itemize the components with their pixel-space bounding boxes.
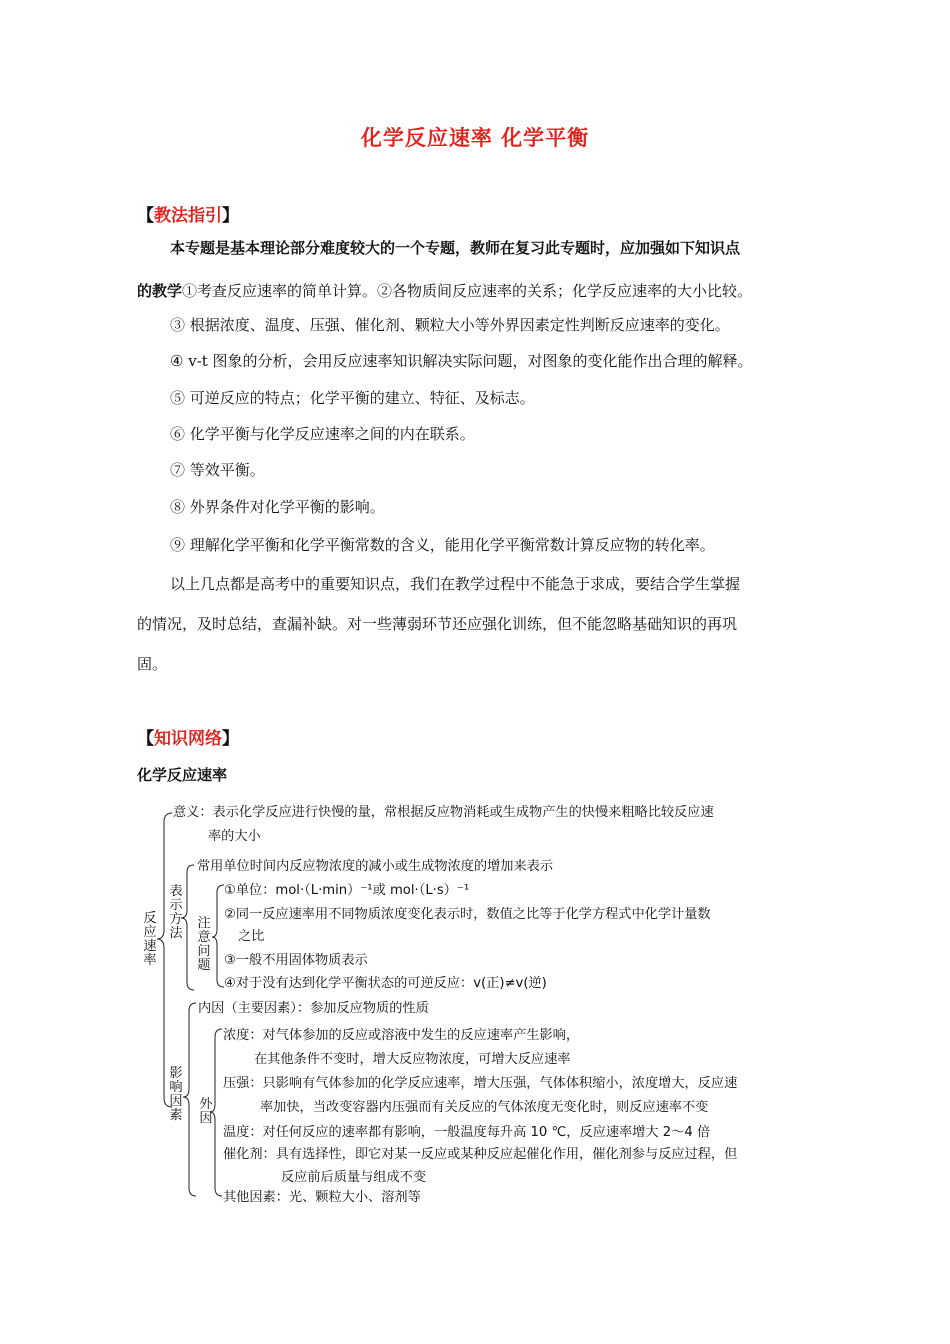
network-external-item: 浓度：对气体参加的反应或溶液中发生的反应速率产生影响， [223, 1028, 580, 1043]
bracket-close: 】 [222, 206, 239, 226]
guide-item: ⑤ 可逆反应的特点；化学平衡的建立、特征、及标志。 [170, 389, 535, 407]
network-external-item: 其他因素：光、颗粒大小、溶剂等 [223, 1190, 421, 1205]
network-note: ②同一反应速率用不同物质浓度变化表示时，数值之比等于化学方程式中化学计量数 [224, 907, 711, 922]
guide-item: ⑦ 等效平衡。 [170, 461, 265, 479]
guide-item: ③ 根据浓度、温度、压强、催化剂、颗粒大小等外界因素定性判断反应速率的变化。 [170, 316, 730, 334]
guide-intro: 本专题是基本理论部分难度较大的一个专题，教师在复习此专题时，应加强如下知识点 [170, 239, 741, 257]
network-external-item: 压强：只影响有气体参加的化学反应速率，增大压强，气体体积缩小，浓度增大，反应速 [223, 1076, 738, 1091]
guide-item: ⑨ 理解化学平衡和化学平衡常数的含义，能用化学平衡常数计算反应物的转化率。 [170, 536, 715, 554]
network-note: ④对于没有达到化学平衡状态的可逆反应：v(正)≠v(逆) [224, 976, 547, 991]
network-internal: 内因（主要因素）：参加反应物质的性质 [198, 1001, 429, 1016]
bracket-open: 【 [137, 206, 154, 226]
network-note: ①单位：mol·（L·min）⁻¹或 mol·（L·s）⁻¹ [224, 883, 470, 898]
page-title: 化学反应速率 化学平衡 [360, 126, 590, 150]
network-root-label: 反应速率 [143, 911, 157, 968]
bracket-open: 【 [137, 729, 154, 749]
network-external-cont: 率加快，当改变容器内压强而有关反应的气体浓度无变化时，则反应速率不变 [260, 1100, 709, 1115]
network-external-cont: 在其他条件不变时，增大反应物浓度，可增大反应速率 [254, 1052, 571, 1067]
network-note: ③一般不用固体物质表示 [224, 953, 368, 968]
section-heading-network-text: 知识网络 [154, 729, 222, 749]
guide-summary-line: 的情况，及时总结，查漏补缺。对一些薄弱环节还应强化训练，但不能忽略基础知识的再巩 [137, 615, 738, 633]
network-note-cont: 之比 [238, 929, 265, 944]
network-external-label: 外因 [199, 1097, 213, 1126]
guide-summary-line: 固。 [137, 655, 168, 673]
network-meaning: 意义：表示化学反应进行快慢的量，常根据反应物消耗或生成物产生的快慢来粗略比较反应速 [173, 805, 714, 820]
guide-item: ⑥ 化学平衡与化学反应速率之间的内在联系。 [170, 425, 475, 443]
guide-line-2-rest: ①考查反应速率的简单计算。②各物质间反应速率的关系；化学反应速率的大小比较。 [182, 282, 753, 300]
guide-item: ④ v-t 图象的分析，会用反应速率知识解决实际问题，对图象的变化能作出合理的解释。 [170, 352, 753, 370]
section-heading-guide-text: 教法指引 [154, 206, 222, 226]
network-factors-label: 影响因素 [169, 1066, 183, 1123]
guide-item: ⑧ 外界条件对化学平衡的影响。 [170, 498, 385, 516]
guide-summary-line: 以上几点都是高考中的重要知识点，我们在教学过程中不能急于求成，要结合学生掌握 [170, 575, 741, 593]
network-external-item: 催化剂：具有选择性，即它对某一反应或某种反应起催化作用，催化剂参与反应过程，但 [223, 1147, 738, 1162]
network-notes-label: 注意问题 [197, 916, 211, 973]
network-method-label: 表示方法 [169, 884, 183, 941]
guide-line-2-bold: 的教学 [137, 282, 183, 300]
bracket-close: 】 [222, 729, 239, 749]
network-subtitle: 化学反应速率 [137, 766, 228, 784]
network-meaning-cont: 率的大小 [208, 829, 261, 844]
network-method-line: 常用单位时间内反应物浓度的减小或生成物浓度的增加来表示 [197, 859, 554, 874]
network-external-item: 温度：对任何反应的速率都有影响，一般温度每升高 10 ℃，反应速率增大 2～4 倍 [223, 1125, 711, 1140]
network-external-cont: 反应前后质量与组成不变 [281, 1170, 427, 1185]
